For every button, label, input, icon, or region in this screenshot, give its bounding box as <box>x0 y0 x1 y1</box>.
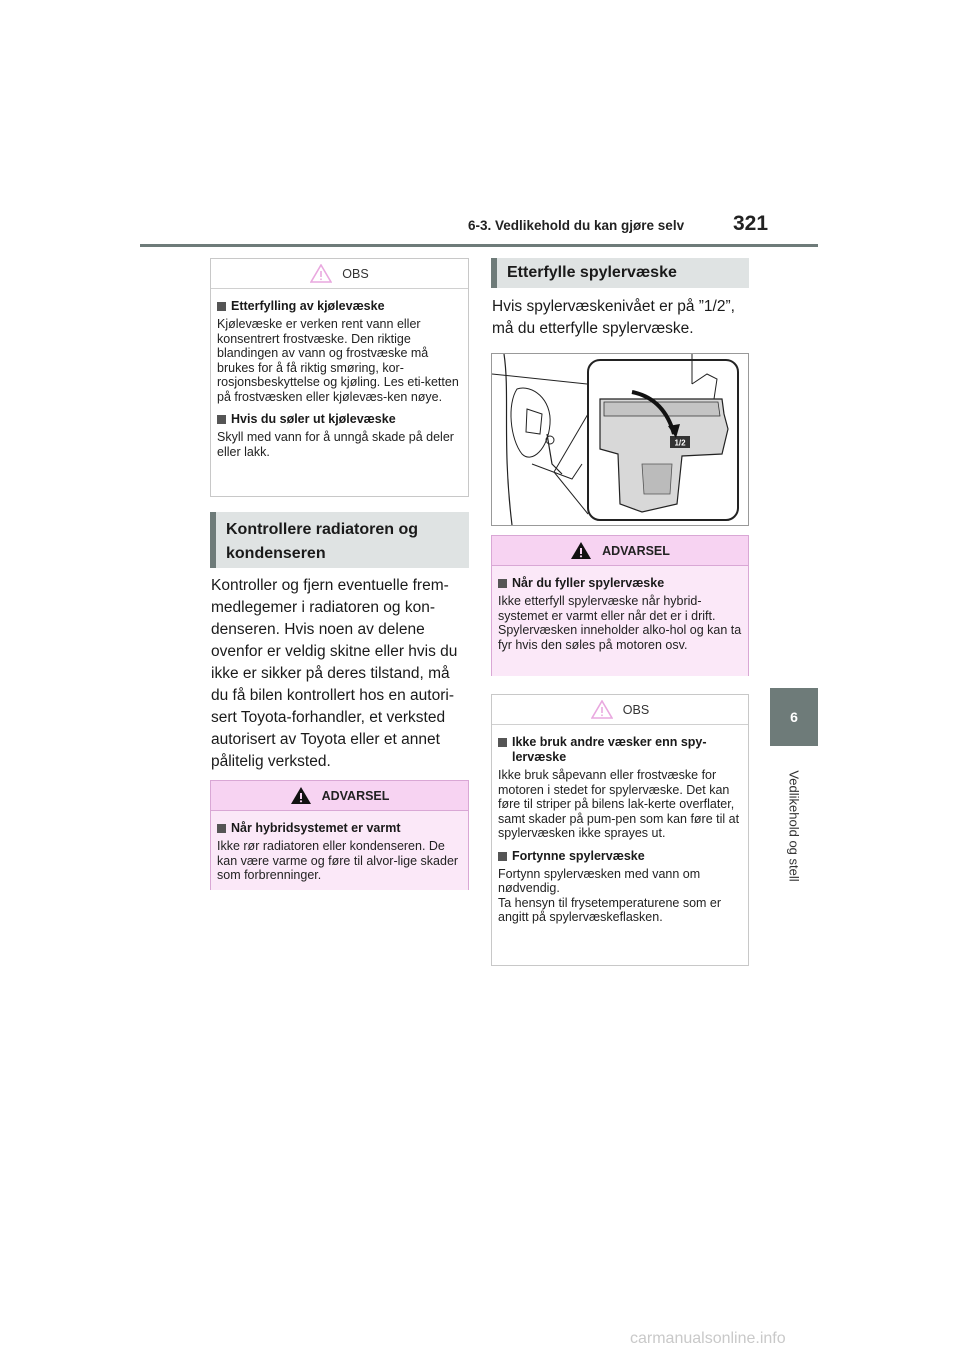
bullet-square-icon <box>217 824 226 833</box>
notice-item-title <box>217 299 462 314</box>
warning-header <box>211 781 468 811</box>
warning-item-title <box>217 821 462 836</box>
warning-item-text: Ikke etterfyll spylervæske når hybrid-systemet er varmt eller når det er i drift. Spylervæsken inneholder alko-hol og kan ta fyr hvis den søles på motoren osv. <box>498 594 742 652</box>
notice-item-title <box>498 849 742 864</box>
warning-item-title-text: Når hybridsystemet er varmt <box>231 821 401 835</box>
page-number: 321 <box>733 212 769 235</box>
header-rule <box>140 244 818 247</box>
warning-heading: ADVARSEL <box>602 543 670 558</box>
washer-reservoir-illustration <box>491 353 749 526</box>
running-header-title: 6-3. Vedlikehold du kan gjøre selv <box>468 218 685 233</box>
warning-box-left <box>210 780 469 890</box>
notice-item-title-text: Etterfylling av kjølevæske <box>231 299 385 313</box>
notice-item-text: Ikke bruk såpevann eller frostvæske for motoren i stedet for spylervæske. Det kan føre til striper på bilens lak-kerte overflater, samt skader på pum-pen som kan føre til at spylervæsken ikke sprayes ut. <box>498 768 740 840</box>
warning-triangle-icon <box>290 786 312 805</box>
chapter-tab-title: Vedlikehold og stell <box>786 770 802 882</box>
obs-notice-body <box>492 725 748 941</box>
obs-notice-box-right <box>491 694 749 966</box>
warning-body <box>211 811 468 890</box>
bullet-square-icon <box>217 415 226 424</box>
radiator-paragraph: Kontroller og fjern eventuelle frem-medlegemer i radiatoren og kon-denseren. Hvis noen av delene ovenfor er veldig skitne eller hvis du ikke er sikker på deres tilstand, må du få bilen kontrollert hos en autori-sert Toyota-forhandler, et verksted autorisert av Toyota eller et annet pålitelig verksted. <box>211 577 458 770</box>
warning-box-right <box>491 535 749 676</box>
watermark: carmanualsonline.info <box>630 1330 786 1347</box>
notice-item-title <box>498 735 742 765</box>
notice-item-title-text: Hvis du søler ut kjølevæske <box>231 412 396 426</box>
notice-item-text: Skyll med vann for å unngå skade på deler eller lakk. <box>217 430 454 459</box>
section-heading-radiator: Kontrollere radiatoren og kondenseren <box>210 512 469 568</box>
obs-notice-header <box>492 695 748 725</box>
section-heading-washer-fluid: Etterfylle spylervæske <box>491 258 749 288</box>
bullet-square-icon <box>498 852 507 861</box>
reservoir-level-mark: 1/2 <box>674 438 686 448</box>
caution-outline-icon <box>310 264 332 283</box>
warning-item-text: Ikke rør radiatoren eller kondenseren. De kan være varme og føre til alvor-lige skader som forbrenninger. <box>217 839 459 882</box>
bullet-square-icon <box>498 579 507 588</box>
obs-notice-body <box>211 289 468 475</box>
notice-item-title <box>217 412 462 427</box>
chapter-tab-label <box>780 756 808 896</box>
bullet-square-icon <box>217 302 226 311</box>
notice-item-text: Kjølevæske er verken rent vann eller konsentrert frostvæske. Den riktige blandingen av vann og frostvæske må brukes for å få riktig smøring, kor-rosjonsbeskyttelse og kjøling. Les eti-ketten på frostvæsken eller kjølevæs-ken nøye. <box>217 317 459 404</box>
caution-outline-icon <box>591 700 613 719</box>
notice-item-title-text: Ikke bruk andre væsker enn spy-lervæske <box>512 735 707 764</box>
notice-item-title-text: Fortynne spylervæske <box>512 848 645 863</box>
warning-header <box>492 536 748 566</box>
obs-notice-box-left <box>210 258 469 497</box>
reservoir-drawing <box>492 354 748 525</box>
warning-item-title-text: Når du fyller spylervæske <box>512 576 665 590</box>
warning-body <box>492 566 748 676</box>
warning-item-title <box>498 576 742 591</box>
warning-triangle-icon <box>570 541 592 560</box>
chapter-tab-number: 6 <box>770 688 818 746</box>
obs-notice-heading: OBS <box>342 266 369 281</box>
warning-heading: ADVARSEL <box>321 788 390 803</box>
obs-notice-header <box>211 259 468 289</box>
washer-fluid-paragraph: Hvis spylervæskenivået er på ”1/2”, må du etterfylle spylervæske. <box>492 298 735 337</box>
bullet-square-icon <box>498 738 507 747</box>
notice-item-text: Fortynn spylervæsken med vann om nødvendig. Ta hensyn til frysetemperaturene som er angitt på spylervæskeflasken. <box>498 866 722 924</box>
obs-notice-heading: OBS <box>622 702 650 717</box>
